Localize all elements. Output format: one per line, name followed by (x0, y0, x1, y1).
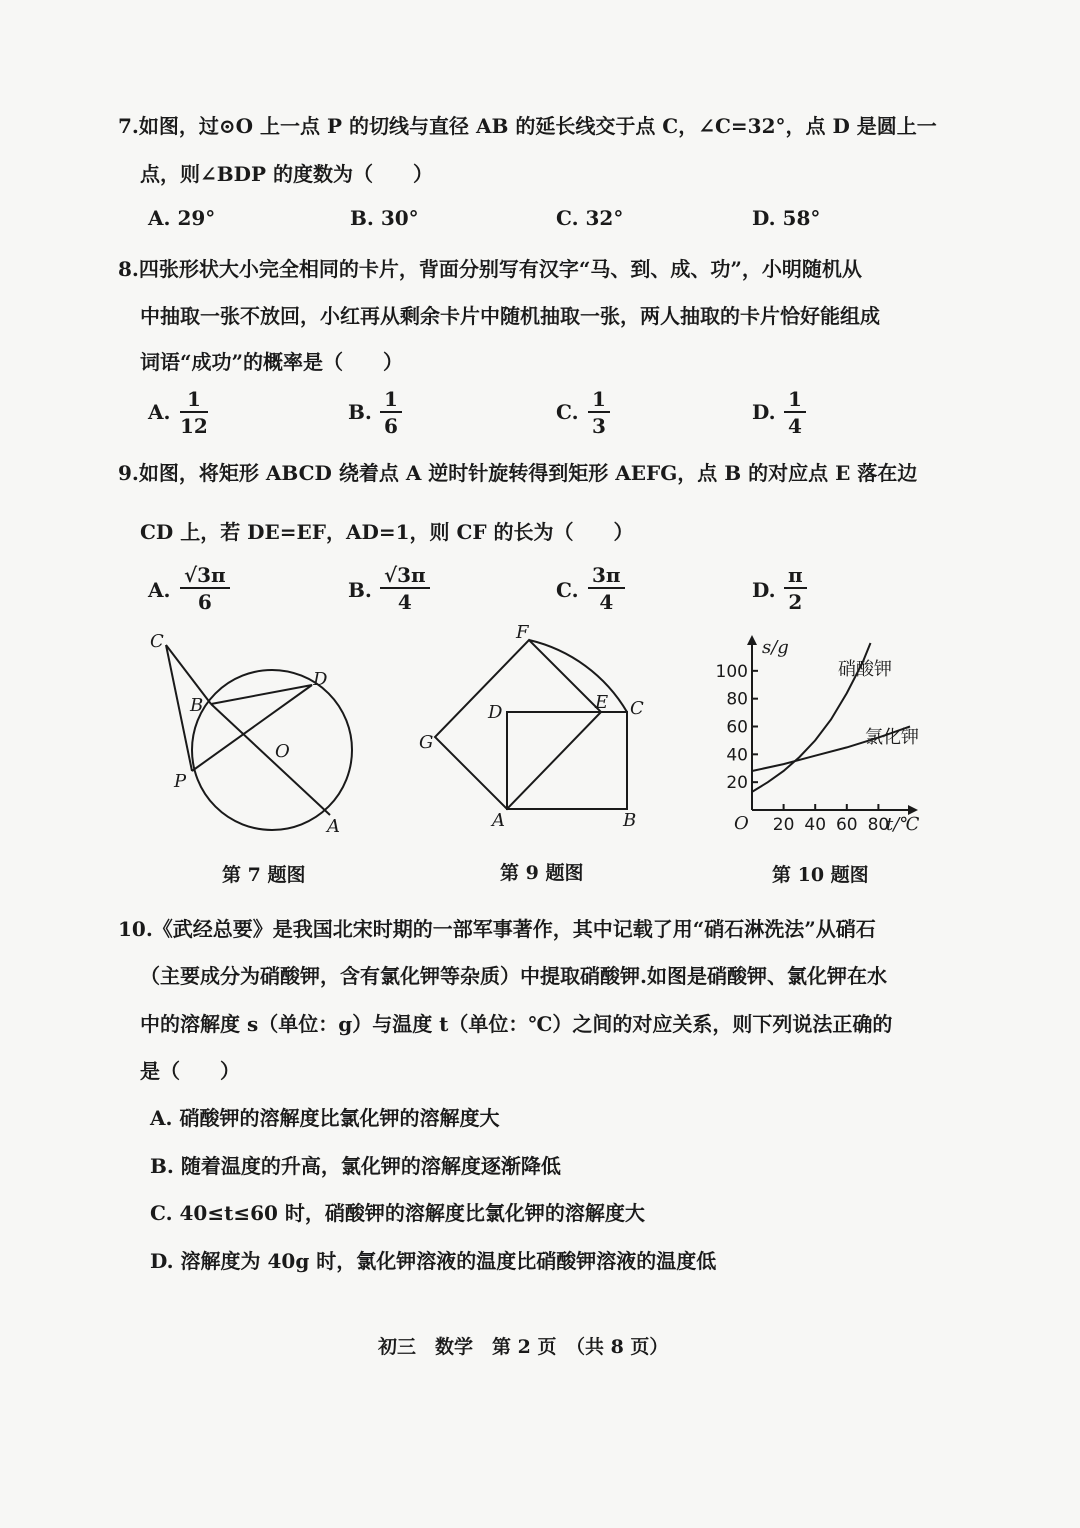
chord-bd (211, 685, 312, 704)
q9-option-d-letter: D. (752, 578, 776, 602)
x-axis-label: t/℃ (886, 814, 920, 835)
numerator: √3π (380, 563, 430, 589)
q9-line-2: CD 上，若 DE=EF，AD=1，则 CF 的长为（ ） (140, 520, 634, 544)
q8-option-a-letter: A. (148, 400, 171, 424)
tangent-cp (166, 645, 192, 771)
q8-option-d-letter: D. (752, 400, 776, 424)
figure-10-caption: 第 10 题图 (772, 864, 869, 886)
numerator: 1 (380, 387, 402, 413)
q9-option-b-fraction (380, 563, 430, 615)
q10-line-3: 中的溶解度 s（单位：g）与温度 t（单位：℃）之间的对应关系，则下列说法正确的 (140, 1012, 893, 1036)
y-axis-label: s/g (762, 637, 789, 658)
label-c: C (630, 698, 644, 719)
q9-option-c-fraction (588, 563, 625, 615)
q7-option-a: A. 29° (148, 206, 216, 230)
q10-line-2: （主要成分为硝酸钾，含有氯化钾等杂质）中提取硝酸钾.如图是硝酸钾、氯化钾在水 (140, 964, 887, 988)
y-tick-label: 40 (726, 745, 748, 766)
figure-10-chart (710, 625, 940, 840)
label-o: O (275, 741, 290, 762)
q7-option-d: D. 58° (752, 206, 821, 230)
series-label-kno3: 硝酸钾 (838, 659, 892, 680)
x-tick-label: 20 (772, 815, 795, 835)
numerator: π (784, 563, 807, 589)
page-footer: 初三 数学 第 2 页 （共 8 页） (378, 1336, 669, 1358)
q7-option-b: B. 30° (350, 206, 419, 230)
numerator: 1 (588, 387, 610, 413)
q10-option-b: B. 随着温度的升高，氯化钾的溶解度逐渐降低 (150, 1154, 561, 1178)
y-axis-arrow (747, 635, 757, 645)
origin-label: O (734, 813, 749, 834)
y-tick-label: 60 (726, 717, 748, 738)
q9-option-c-letter: C. (556, 578, 579, 602)
denominator: 4 (599, 590, 614, 614)
q8-option-a-fraction (180, 387, 208, 439)
q8-option-d-fraction (784, 387, 806, 439)
label-b: B (623, 810, 637, 831)
rectangle-aefg (435, 640, 601, 809)
x-tick-label: 60 (835, 815, 858, 835)
arc-cf (529, 640, 627, 712)
q8-option-c-fraction (588, 387, 610, 439)
y-tick-label: 100 (715, 661, 748, 682)
q7-option-c: C. 32° (556, 206, 624, 230)
q9-line-1: 9.如图，将矩形 ABCD 绕着点 A 逆时针旋转得到矩形 AEFG，点 B 的对应点 E 落在边 (118, 461, 918, 485)
q8-line-3: 词语“成功”的概率是（ ） (140, 350, 404, 374)
q10-option-d: D. 溶解度为 40g 时，氯化钾溶液的温度比硝酸钾溶液的温度低 (150, 1249, 717, 1273)
q8-option-c-letter: C. (556, 400, 579, 424)
rectangle-abcd (507, 712, 627, 809)
figure-7-diagram (140, 625, 370, 840)
numerator: 1 (180, 387, 208, 413)
y-tick-label: 20 (726, 773, 748, 794)
q9-option-d-fraction (784, 563, 807, 615)
q10-option-a: A. 硝酸钾的溶解度比氯化钾的溶解度大 (150, 1106, 500, 1130)
figure-9-caption: 第 9 题图 (500, 862, 584, 884)
label-g: G (419, 732, 434, 753)
label-a: A (327, 816, 340, 837)
label-f: F (516, 622, 529, 643)
label-c: C (150, 631, 164, 652)
diameter-ab (211, 704, 330, 815)
label-p: P (174, 771, 187, 792)
numerator: 1 (784, 387, 806, 413)
q7-line-1: 7.如图，过⊙O 上一点 P 的切线与直径 AB 的延长线交于点 C，∠C=32°，点 D 是圆上一 (118, 114, 937, 138)
numerator: 3π (588, 563, 625, 589)
q9-option-a-letter: A. (148, 578, 171, 602)
q10-option-c: C. 40≤t≤60 时，硝酸钾的溶解度比氯化钾的溶解度大 (150, 1201, 645, 1225)
q7-line-2: 点，则∠BDP 的度数为（ ） (140, 162, 434, 186)
figure-7-caption: 第 7 题图 (222, 864, 306, 886)
label-d: D (313, 669, 328, 690)
denominator: 6 (384, 414, 398, 438)
series-label-kcl: 氯化钾 (865, 727, 919, 748)
q8-line-2: 中抽取一张不放回，小红再从剩余卡片中随机抽取一张，两人抽取的卡片恰好能组成 (140, 304, 880, 328)
q8-line-1: 8.四张形状大小完全相同的卡片，背面分别写有汉字“马、到、成、功”，小明随机从 (118, 257, 862, 281)
circle-o (192, 670, 352, 830)
label-e: E (595, 692, 609, 713)
denominator: 2 (788, 590, 803, 614)
q8-option-b-fraction (380, 387, 402, 439)
label-d: D (488, 702, 503, 723)
denominator: 4 (788, 414, 802, 438)
q9-option-b-letter: B. (348, 578, 372, 602)
denominator: 12 (180, 414, 208, 438)
denominator: 4 (397, 590, 412, 614)
q8-option-b-letter: B. (348, 400, 372, 424)
denominator: 3 (592, 414, 606, 438)
label-a: A (492, 810, 505, 831)
q10-line-1: 10.《武经总要》是我国北宋时期的一部军事著作，其中记载了用“硝石淋洗法”从硝石 (118, 917, 876, 941)
q10-line-4: 是（ ） (140, 1059, 240, 1083)
x-tick-label: 40 (804, 815, 827, 835)
x-tick-label: 80 (867, 815, 890, 835)
q9-option-a-fraction (180, 563, 230, 615)
denominator: 6 (197, 590, 212, 614)
numerator: √3π (180, 563, 230, 589)
figure-9-diagram (410, 620, 650, 835)
y-tick-label: 80 (726, 689, 748, 710)
label-b: B (190, 695, 204, 716)
